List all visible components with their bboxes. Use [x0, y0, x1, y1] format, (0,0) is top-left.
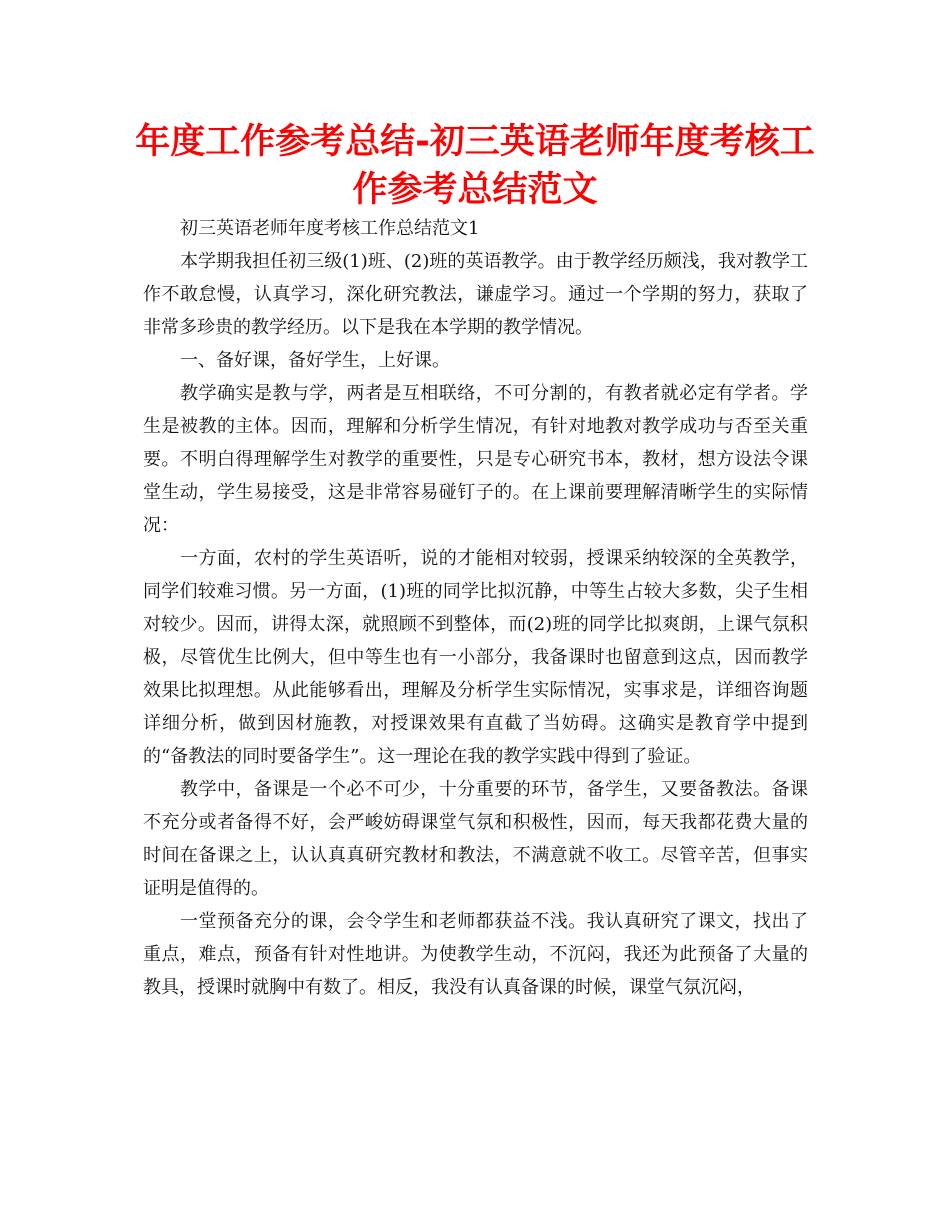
body-paragraph: 教学确实是教与学，两者是互相联络，不可分割的，有教者就必定有学者。学生是被教的主体。因而，理解和分析学生情况，有针对地教对教学成功与否至关重要。不明白得理解学生对教学的重要性，只是专心研究书本，教材，想方设法令课堂生动，学生易接受，这是非常容易碰钉子的。在上课前要理解清晰学生的实际情况： [143, 383, 808, 536]
body-paragraph: 一方面，农村的学生英语听，说的才能相对较弱，授课采纳较深的全英教学，同学们较难习惯。另一方面，(1)班的同学比拟沉静，中等生占较大多数，尖子生相对较少。因而，讲得太深，就照顾不到整体，而(2)班的同学比拟爽朗，上课气氛积极，尽管优生比例大，但中等生也有一小部分，我备课时也留意到这点，因而教学效果比拟理想。从此能够看出，理解及分析学生实际情况，实事求是，详细咨询题详细分析，做到因材施教，对授课效果有直截了当妨碍。这确实是教育学中提到的“备教法的同时要备学生”。这一理论在我的教学实践中得到了验证。 [143, 548, 808, 767]
body-paragraph: 一堂预备充分的课，会令学生和老师都获益不浅。我认真研究了课文，找出了重点，难点，预备有针对性地讲。为使教学生动，不沉闷，我还为此预备了大量的教具，授课时就胸中有数了。相反，我没有认真备课的时候，课堂气氛沉闷， [143, 911, 808, 998]
document-body [143, 212, 808, 1004]
document-title: 年度工作参考总结-初三英语老师年度考核工作参考总结范文 [135, 122, 815, 210]
body-paragraph: 本学期我担任初三级(1)班、(2)班的英语教学。由于教学经历颇浅，我对教学工作不敢怠慢，认真学习，深化研究教法，谦虚学习。通过一个学期的努力，获取了非常多珍贵的教学经历。以下是我在本学期的教学情况。 [143, 251, 808, 338]
body-paragraph: 教学中，备课是一个必不可少，十分重要的环节，备学生，又要备教法。备课不充分或者备得不好，会严峻妨碍课堂气氛和积极性，因而，每天我都花费大量的时间在备课之上，认认真真研究教材和教法，不满意就不收工。尽管辛苦，但事实证明是值得的。 [143, 779, 808, 899]
section-heading: 一、备好课，备好学生，上好课。 [180, 350, 450, 371]
subtitle-paragraph: 初三英语老师年度考核工作总结范文1 [180, 218, 480, 239]
